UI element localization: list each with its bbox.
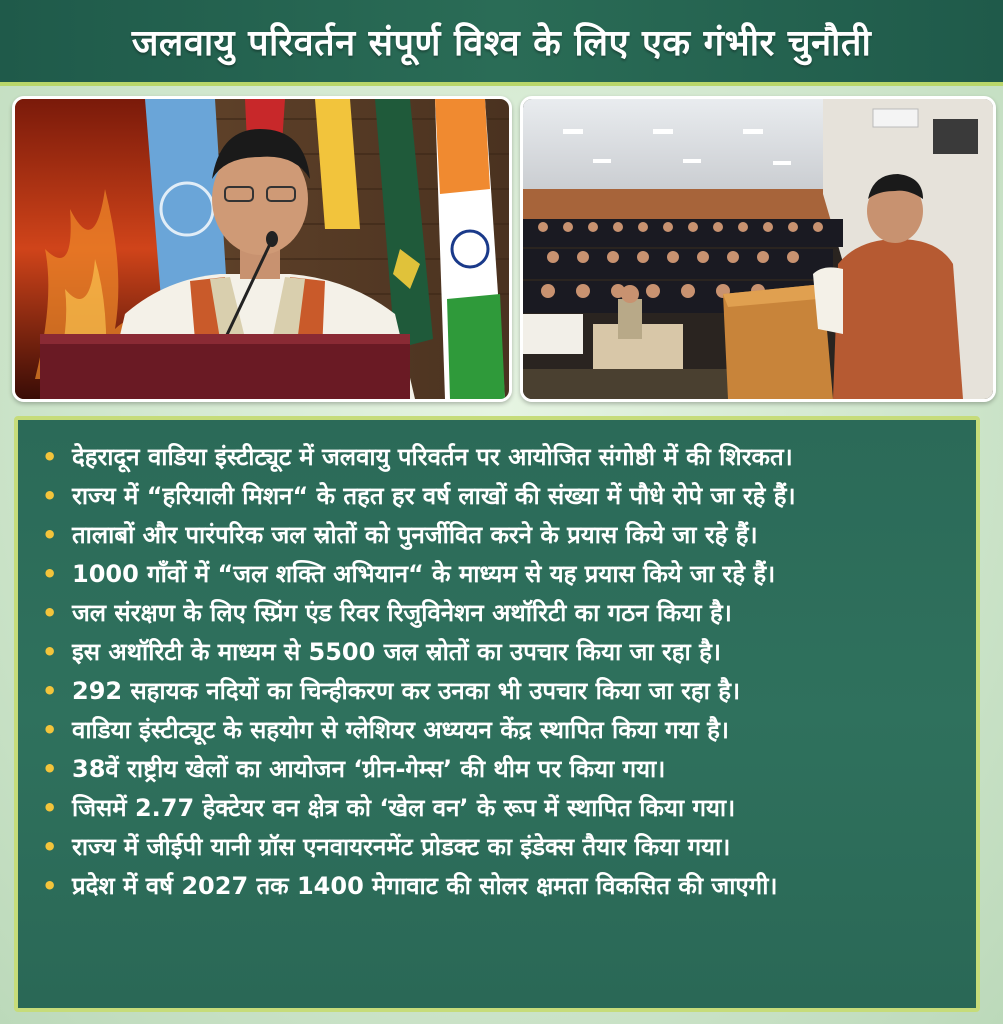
point-text: जल संरक्षण के लिए स्प्रिंग एंड रिवर रिजुविनेशन अथॉरिटी का गठन किया है। <box>72 599 732 627</box>
speaker-photo-illustration <box>15 99 509 399</box>
bullet-icon: • <box>42 833 58 861</box>
point-text: इस अथॉरिटी के माध्यम से 5500 जल स्रोतों का उपचार किया जा रहा है। <box>72 638 721 666</box>
list-item <box>40 750 960 789</box>
point-text: वाडिया इंस्टीट्यूट के सहयोग से ग्लेशियर अध्ययन केंद्र स्थापित किया गया है। <box>72 716 730 744</box>
point-text: देहरादून वाडिया इंस्टीट्यूट में जलवायु परिवर्तन पर आयोजित संगोष्ठी में की शिरकत। <box>72 443 793 471</box>
point-text: 1000 गाँवों में “जल शक्ति अभियान“ के माध्यम से यह प्रयास किये जा रहे हैं। <box>72 560 776 588</box>
bullet-icon: • <box>42 443 58 471</box>
point-text: राज्य में “हरियाली मिशन“ के तहत हर वर्ष लाखों की संख्या में पौधे रोपे जा रहे हैं। <box>72 482 796 510</box>
bullet-icon: • <box>42 599 58 627</box>
point-text: राज्य में जीईपी यानी ग्रॉस एनवायरनमेंट प्रोडक्ट का इंडेक्स तैयार किया गया। <box>72 833 731 861</box>
point-text: 292 सहायक नदियों का चिन्हीकरण कर उनका भी उपचार किया जा रहा है। <box>72 677 741 705</box>
list-item <box>40 516 960 555</box>
list-item <box>40 789 960 828</box>
speaker-at-podium-photo <box>12 96 512 402</box>
list-item <box>40 555 960 594</box>
page-title: जलवायु परिवर्तन संपूर्ण विश्व के लिए एक गंभीर चुनौती <box>131 22 872 64</box>
audience-hall-photo <box>520 96 996 402</box>
audience-photo-illustration <box>523 99 993 399</box>
point-text: तालाबों और पारंपरिक जल स्रोतों को पुनर्जीवित करने के प्रयास किये जा रहे हैं। <box>72 521 758 549</box>
bullet-icon: • <box>42 755 58 783</box>
key-points-list <box>40 438 960 906</box>
point-text: 38वें राष्ट्रीय खेलों का आयोजन ‘ग्रीन-गेम्स’ की थीम पर किया गया। <box>72 755 666 783</box>
bullet-icon: • <box>42 638 58 666</box>
list-item <box>40 438 960 477</box>
list-item <box>40 633 960 672</box>
list-item <box>40 477 960 516</box>
list-item <box>40 711 960 750</box>
bullet-icon: • <box>42 677 58 705</box>
list-item <box>40 828 960 867</box>
list-item <box>40 867 960 906</box>
list-item <box>40 672 960 711</box>
bullet-icon: • <box>42 872 58 900</box>
bullet-icon: • <box>42 560 58 588</box>
list-item <box>40 594 960 633</box>
bullet-icon: • <box>42 716 58 744</box>
title-banner <box>0 0 1003 86</box>
point-text: जिसमें 2.77 हेक्टेयर वन क्षेत्र को ‘खेल वन’ के रूप में स्थापित किया गया। <box>72 794 736 822</box>
key-points-panel <box>14 416 980 1012</box>
point-text: प्रदेश में वर्ष 2027 तक 1400 मेगावाट की सोलर क्षमता विकसित की जाएगी। <box>72 872 778 900</box>
bullet-icon: • <box>42 794 58 822</box>
bullet-icon: • <box>42 482 58 510</box>
bullet-icon: • <box>42 521 58 549</box>
